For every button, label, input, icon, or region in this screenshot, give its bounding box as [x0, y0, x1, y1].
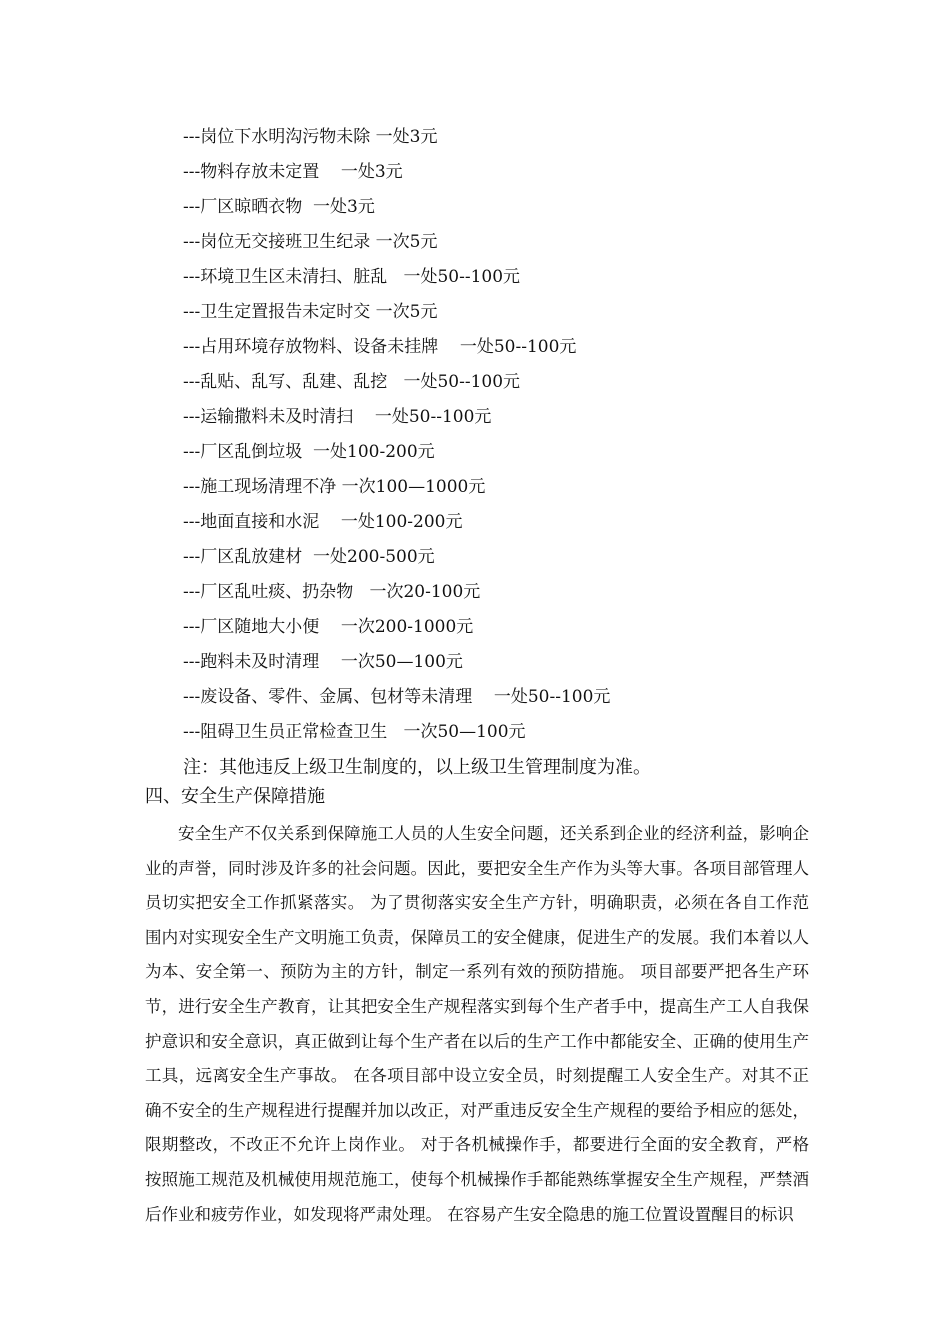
penalty-rule: ---跑料未及时清理 一次50—100元	[183, 652, 463, 672]
penalty-rule: ---厂区乱放建材 一处200-500元	[183, 547, 435, 567]
penalty-rule: ---废设备、零件、金属、包材等未清理 一处50--100元	[183, 687, 611, 707]
penalty-rule: ---岗位无交接班卫生纪录 一次5元	[183, 232, 438, 252]
penalty-rule: ---环境卫生区未清扫、脏乱 一处50--100元	[183, 267, 521, 287]
penalty-rule: ---厂区随地大小便 一次200-1000元	[183, 617, 474, 637]
penalty-rule: ---施工现场清理不净 一次100—1000元	[183, 477, 486, 497]
penalty-rule: ---厂区乱倒垃圾 一处100-200元	[183, 442, 435, 462]
penalty-rule: ---阻碍卫生员正常检查卫生 一次50—100元	[183, 722, 526, 742]
penalty-rule: ---占用环境存放物料、设备未挂牌 一处50--100元	[183, 337, 577, 357]
section-heading: 四、安全生产保障措施	[145, 786, 325, 807]
penalty-rule-list	[183, 120, 610, 750]
section-paragraph: 安全生产不仅关系到保障施工人员的人生安全问题，还关系到企业的经济利益，影响企业的声誉，同时涉及许多的社会问题。因此，要把安全生产作为头等大事。各项目部管理人员切实把安全工作抓紧落实。 为了贯彻落实安全生产方针，明确职责，必须在各自工作范围内对实现安全生产文明施工负责，保障员工的安全健康，促进生产的发展。我们本着以人为本、安全第一、预防为主的方针，制定一系列有效的预防措施。 项目部要严把各生产环节，进行安全生产教育，让其把安全生产规程落实到每个生产者手中，提高生产工人自我保护意识和安全意识，真正做到让每个生产者在以后的生产工作中都能安全、正确的使用生产工具，远离安全生产事故。 在各项目部中设立安全员，时刻提醒工人安全生产。对其不正确不安全的生产规程进行提醒并加以改正，对严重违反安全生产规程的要给予相应的惩处，限期整改，不改正不允许上岗作业。 对于各机械操作手，都要进行全面的安全教育，严格按照施工规范及机械使用规范施工，使每个机械操作手都能熟练掌握安全生产规程，严禁酒后作业和疲劳作业，如发现将严肃处理。 在容易产生安全隐患的施工位置设置醒目的标识	[145, 824, 809, 1224]
penalty-rule: ---卫生定置报告未定时交 一次5元	[183, 302, 438, 322]
penalty-rule: ---厂区晾晒衣物 一处3元	[183, 197, 375, 217]
penalty-rule: ---运输撒料未及时清扫 一处50--100元	[183, 407, 492, 427]
penalty-rule: ---岗位下水明沟污物未除 一处3元	[183, 127, 438, 147]
penalty-rule: ---厂区乱吐痰、扔杂物 一次20-100元	[183, 582, 481, 602]
note-text: 注：其他违反上级卫生制度的，以上级卫生管理制度为准。	[183, 757, 651, 778]
penalty-rule: ---地面直接和水泥 一处100-200元	[183, 512, 463, 532]
penalty-rule: ---物料存放未定置 一处3元	[183, 162, 403, 182]
penalty-rule: ---乱贴、乱写、乱建、乱挖 一处50--100元	[183, 372, 521, 392]
